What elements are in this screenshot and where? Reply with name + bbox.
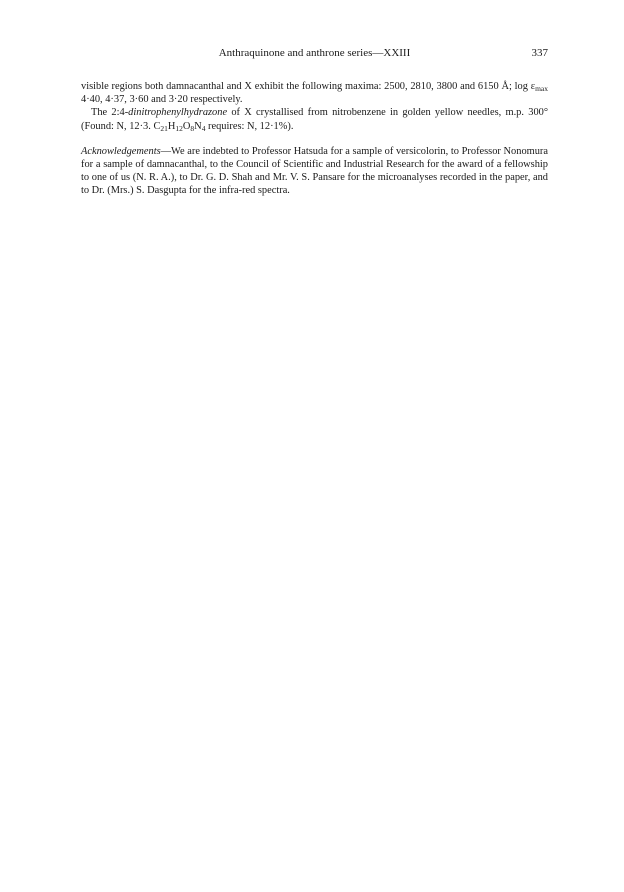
paragraph-hydrazone [81, 106, 548, 132]
hydrazone-italic: dinitrophenylhydrazone [128, 107, 228, 119]
spectra-text-a: visible regions both damnacanthal and X exhibit the following maxima: 2500, 2810, 3800 and 6150 Å; log [81, 81, 531, 92]
hydrazone-text-b: requires: N, 12·1%). [205, 120, 294, 132]
formula-sub-h: 12 [175, 123, 183, 133]
paragraph-spectra [81, 80, 548, 106]
spectra-text-b: 4·40, 4·37, 3·60 and 3·20 respectively. [81, 94, 243, 106]
running-head [81, 46, 548, 60]
formula-n: N [194, 120, 202, 132]
acknowledgements-text: We are indebted to Professor Hatsuda for a sample of versicolorin, to Professor Nonomura for a sample of damnacanthal, to the Council of Scientific and Industrial Research for the award of a fellowship to one of us (N. R. A.), to Dr. G. D. Shah and Mr. V. S. Pansare for the microanalyses recorded in the paper, and to Dr. (Mrs.) S. Dasgupta for the infra-red spectra. [81, 145, 548, 197]
formula-h: H [167, 120, 176, 132]
paragraph-acknowledgements [81, 145, 548, 198]
body-text [81, 80, 548, 198]
running-head-title: Anthraquinone and anthrone series—XXIII [218, 47, 411, 59]
formula-sub-o: 8 [190, 123, 195, 133]
epsilon-subscript: max [535, 84, 548, 93]
page-number: 337 [531, 47, 548, 59]
formula-o: O [182, 120, 191, 132]
acknowledgements-dash: — [160, 145, 172, 157]
hydrazone-text-a: of X crystallised from nitrobenzene in golden yellow needles, m.p. 300° (Found: N, 12·3. C [81, 107, 548, 132]
formula-sub-n: 4 [201, 123, 206, 133]
acknowledgements-heading: Acknowledgements [81, 145, 161, 157]
hydrazone-lead: The 2:4- [91, 107, 129, 119]
epsilon-symbol: ε [530, 81, 536, 92]
formula-sub-c: 21 [160, 123, 168, 133]
